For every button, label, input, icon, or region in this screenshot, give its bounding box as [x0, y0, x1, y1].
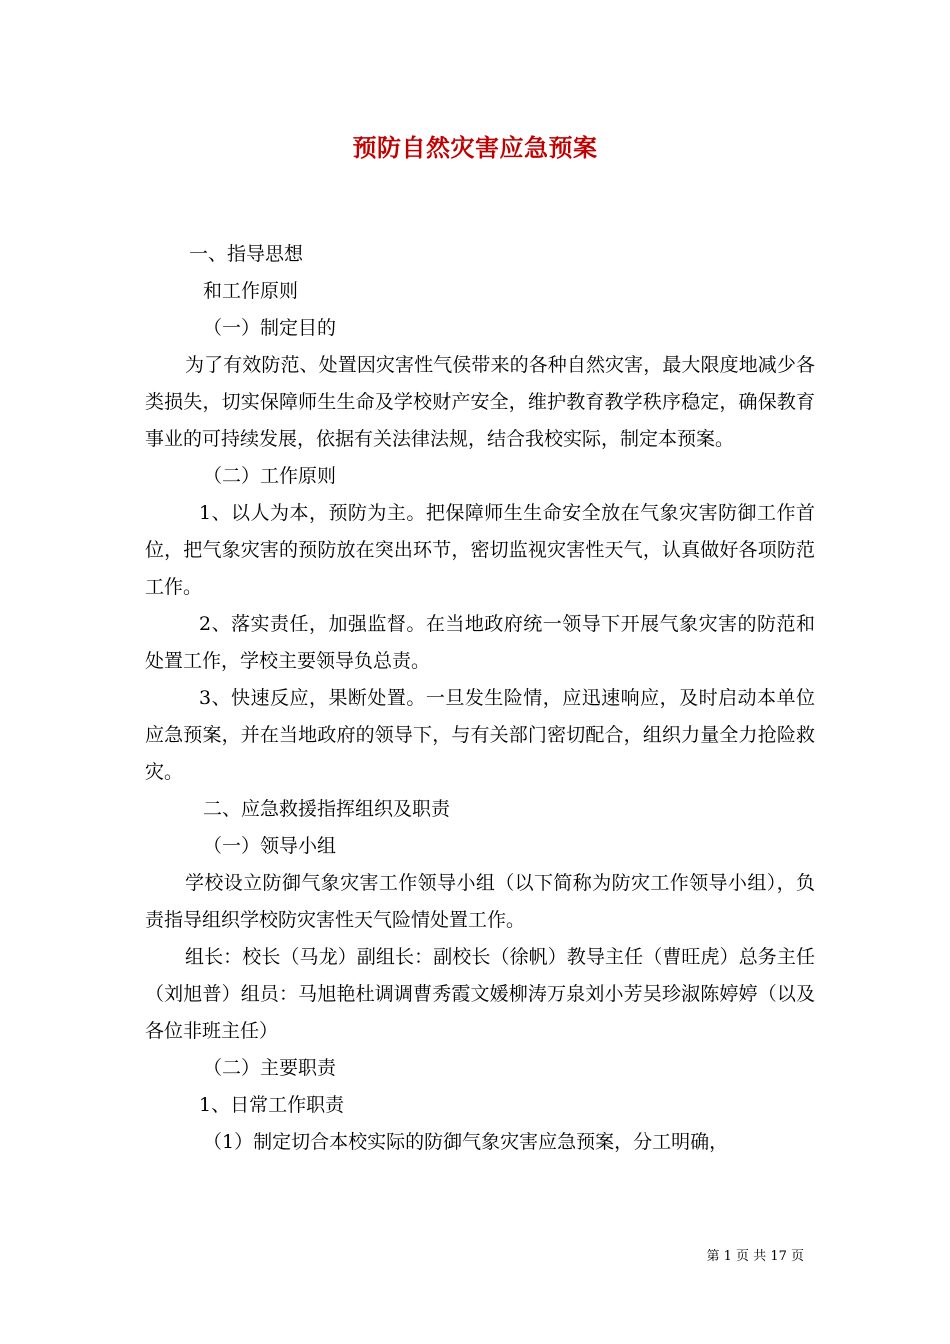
paragraph-purpose: 为了有效防范、处置因灾害性气侯带来的各种自然灾害，最大限度地减少各类损失，切实保障师生生命及学校财产安全，维护教育教学秩序稳定，确保教育事业的可持续发展，依据有关法律法规，结合我校实际，制定本预案。 [145, 354, 815, 450]
paragraph-group-members: 组长：校长（马龙）副组长：副校长（徐帆）教导主任（曹旺虎）总务主任（刘旭普）组员：马旭艳杜调调曹秀霞文媛柳涛万泉刘小芳吴珍淑陈婷婷（以及各位非班主任） [145, 946, 815, 1042]
paragraph-leadership-group: 学校设立防御气象灾害工作领导小组（以下简称为防灾工作领导小组），负责指导组织学校防灾害性天气险情处置工作。 [145, 872, 815, 931]
heading-guiding-ideology: 一、指导思想 [189, 243, 304, 265]
subheading-principles: （二）工作原则 [203, 465, 337, 487]
subheading-daily-duties: 1、日常工作职责 [199, 1094, 345, 1116]
heading-command-organization: 二、应急救援指挥组织及职责 [203, 798, 451, 820]
paragraph-principle-1: 1、以人为本，预防为主。把保障师生生命安全放在气象灾害防御工作首位，把气象灾害的预防放在突出环节，密切监视灾害性天气，认真做好各项防范工作。 [145, 502, 815, 598]
document-title: 预防自然灾害应急预案 [352, 133, 598, 162]
document-body [145, 236, 815, 1161]
paragraph-duty-1: （1）制定切合本校实际的防御气象灾害应急预案，分工明确， [203, 1131, 729, 1153]
subheading-main-duties: （二）主要职责 [203, 1057, 337, 1079]
subheading-leadership-group: （一）领导小组 [203, 835, 337, 857]
subheading-purpose: （一）制定目的 [203, 317, 337, 339]
paragraph-principle-3: 3、快速反应，果断处置。一旦发生险情，应迅速响应，及时启动本单位应急预案，并在当地政府的领导下，与有关部门密切配合，组织力量全力抢险救灾。 [145, 687, 815, 783]
heading-work-principles-continued: 和工作原则 [203, 280, 299, 302]
paragraph-principle-2: 2、落实责任，加强监督。在当地政府统一领导下开展气象灾害的防范和处置工作，学校主要领导负总责。 [145, 613, 815, 672]
page-number: 第 1 页 共 17 页 [706, 1249, 804, 1264]
